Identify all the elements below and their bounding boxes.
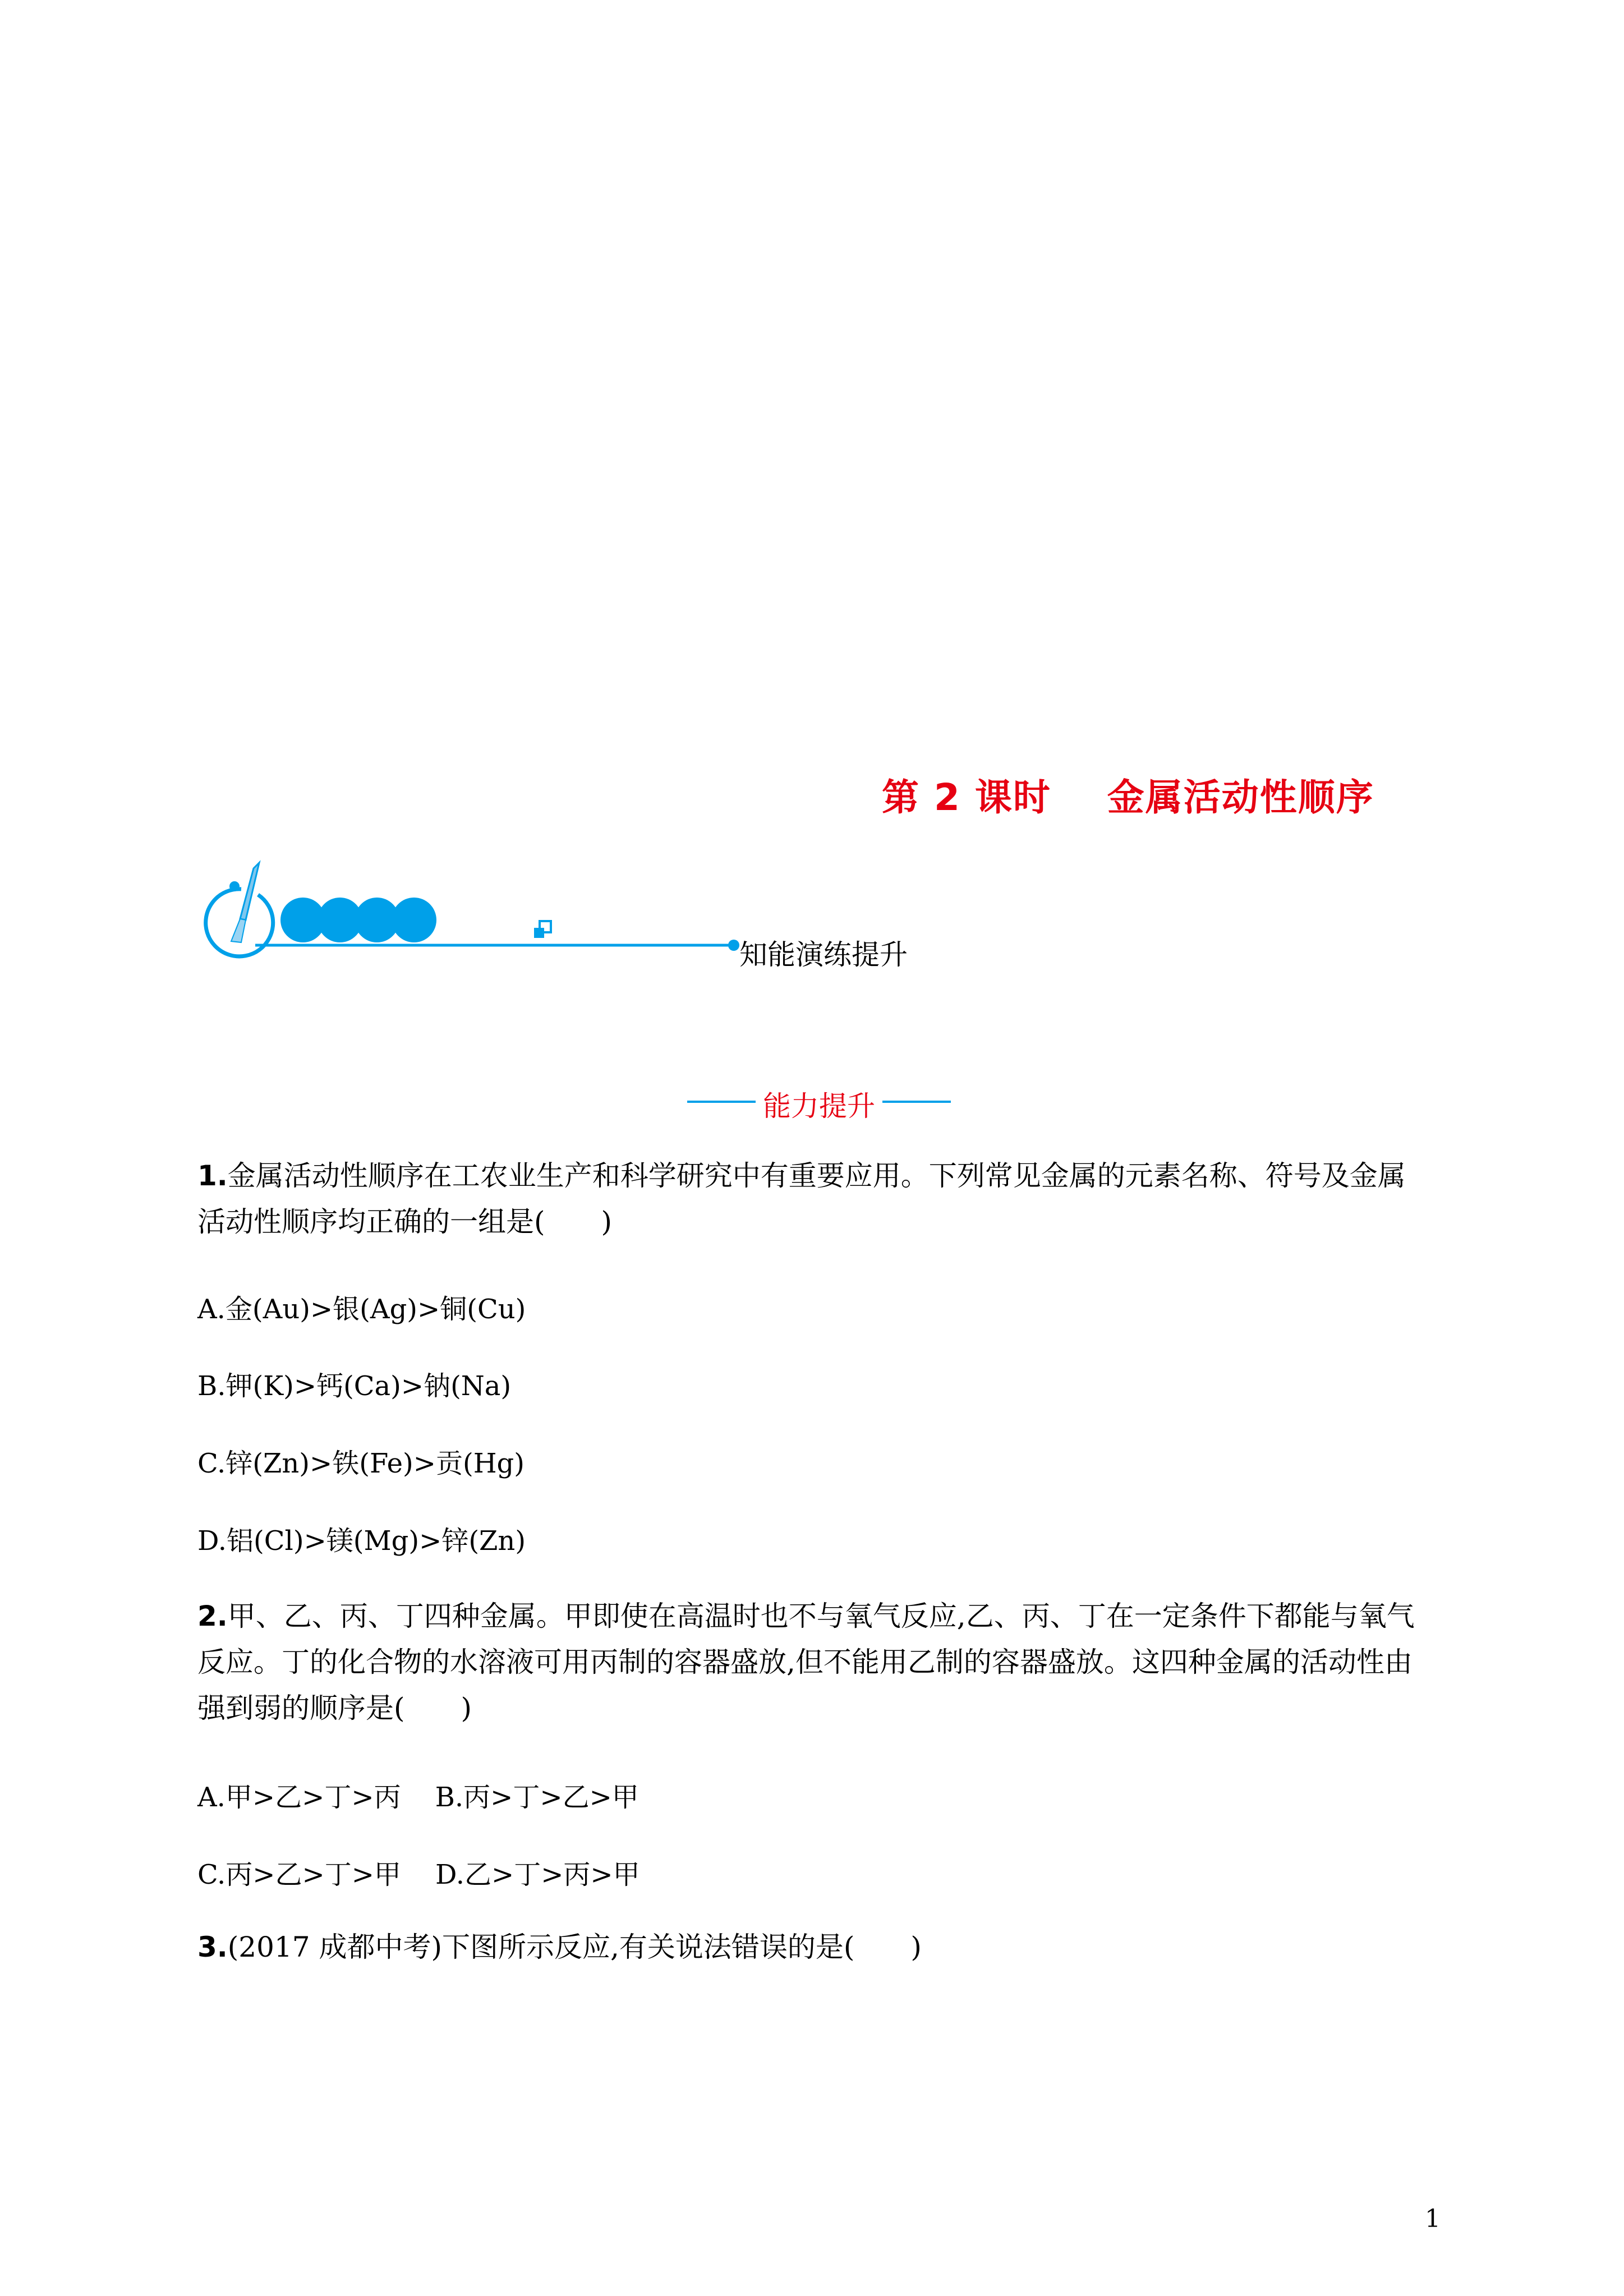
option-2ab: A.甲>乙>丁>丙 B.丙>丁>乙>甲 bbox=[197, 1782, 639, 1813]
question-number: 2. bbox=[197, 1600, 228, 1632]
banner-end-dot bbox=[728, 940, 739, 951]
section-heading-text: 能力提升 bbox=[763, 1090, 875, 1122]
question-number: 3. bbox=[197, 1931, 228, 1963]
question-1 bbox=[197, 1153, 1432, 1245]
banner-dot-4 bbox=[392, 898, 436, 942]
question-2 bbox=[197, 1593, 1432, 1731]
section-banner bbox=[191, 858, 752, 970]
banner-label: 知能演练提升 bbox=[739, 938, 908, 971]
option-1b: B.钾(K)>钙(Ca)>钠(Na) bbox=[197, 1370, 512, 1402]
page-number: 1 bbox=[1425, 2205, 1441, 2233]
section-heading-line-left bbox=[687, 1101, 756, 1103]
section-heading bbox=[687, 1082, 951, 1121]
banner-square-2 bbox=[534, 928, 544, 938]
option-2cd: C.丙>乙>丁>甲 D.乙>丁>丙>甲 bbox=[197, 1859, 640, 1890]
option-1d: D.铝(Cl)>镁(Mg)>锌(Zn) bbox=[197, 1525, 526, 1557]
section-heading-line-right bbox=[882, 1101, 951, 1103]
question-text: 金属活动性顺序在工农业生产和科学研究中有重要应用。下列常见金属的元素名称、符号及金属活动性顺序均正确的一组是( ) bbox=[197, 1159, 1406, 1238]
paintbrush-icon bbox=[231, 863, 259, 942]
question-text: (2017 成都中考)下图所示反应,有关说法错误的是( ) bbox=[227, 1931, 922, 1963]
question-number: 1. bbox=[197, 1159, 228, 1192]
question-3 bbox=[197, 1924, 1432, 1970]
question-text: 甲、乙、丙、丁四种金属。甲即使在高温时也不与氧气反应,乙、丙、丁在一定条件下都能与氧气反应。丁的化合物的水溶液可用丙制的容器盛放,但不能用乙制的容器盛放。这四种金属的活动性由强到弱的顺序是( ) bbox=[197, 1600, 1415, 1724]
option-1c: C.锌(Zn)>铁(Fe)>贡(Hg) bbox=[197, 1448, 525, 1479]
page-title: 第 2 课时 金属活动性顺序 bbox=[882, 776, 1374, 819]
option-1a: A.金(Au)>银(Ag)>铜(Cu) bbox=[197, 1294, 526, 1325]
banner-ring-dot bbox=[229, 881, 240, 891]
